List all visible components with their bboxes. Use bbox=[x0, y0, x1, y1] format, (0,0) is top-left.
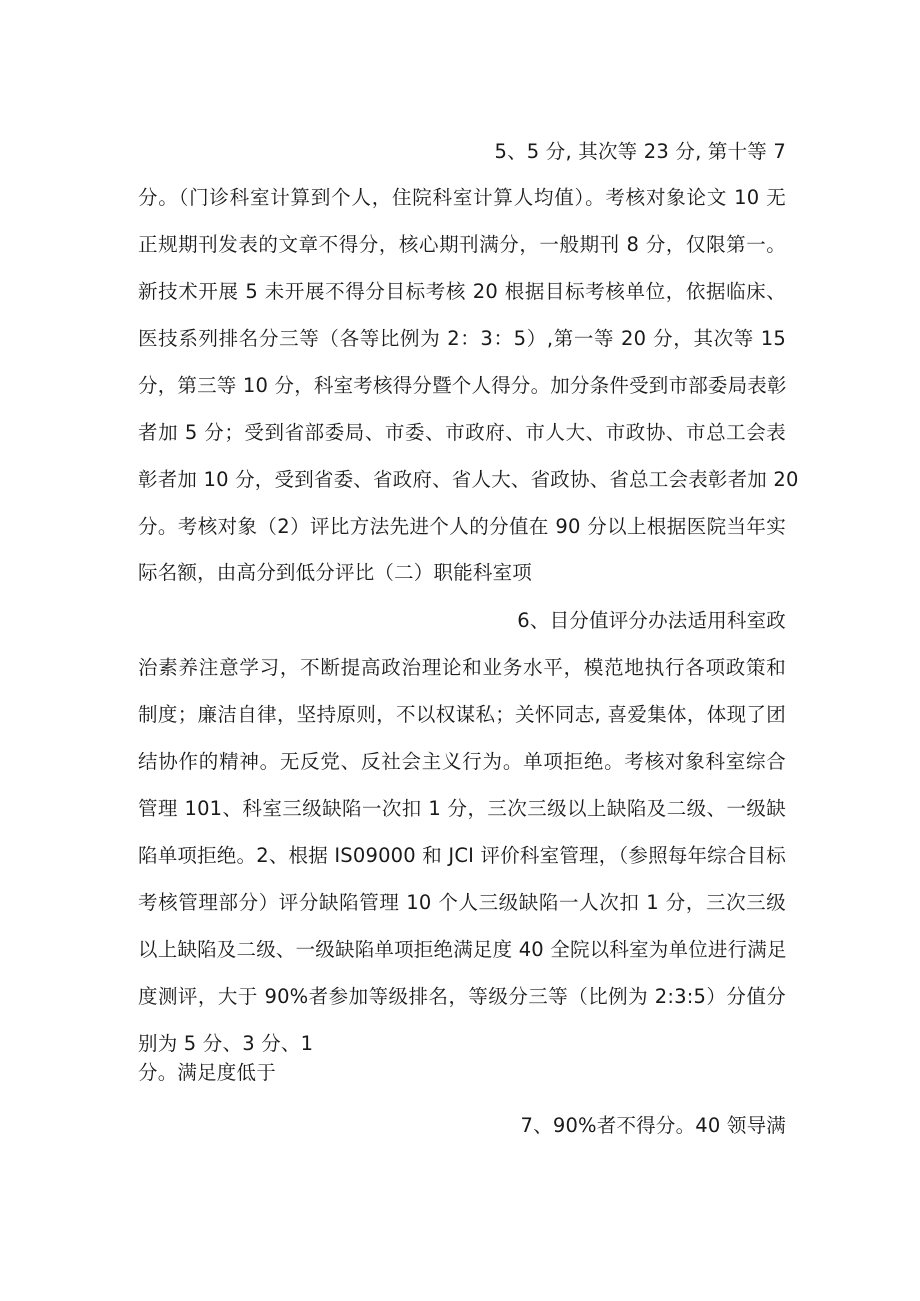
text-line-13: 制度；廉洁自律，坚持原则，不以权谋私；关怀同志, 喜爱集体，体现了团 bbox=[138, 703, 786, 726]
text-line-16: 陷单项拒绝。2、根据 IS09000 和 JCI 评价科室管理，（参照每年综合目标 bbox=[138, 844, 786, 867]
text-line-20: 别为 5 分、3 分、1 bbox=[138, 1032, 314, 1055]
text-line-8: 彰者加 10 分，受到省委、省政府、省人大、省政协、省总工会表彰者加 20 bbox=[138, 468, 799, 491]
text-line-21: 分。满足度低于 bbox=[138, 1061, 276, 1084]
text-line-3: 正规期刊发表的文章不得分，核心期刊满分，一般期刊 8 分，仅限第一。 bbox=[138, 233, 786, 256]
text-line-22: 7、90%者不得分。40 领导满 bbox=[520, 1114, 786, 1137]
text-line-17: 考核管理部分）评分缺陷管理 10 个人三级缺陷一人次扣 1 分，三次三级 bbox=[138, 891, 786, 914]
text-line-12: 治素养注意学习，不断提高政治理论和业务水平，模范地执行各项政策和 bbox=[138, 656, 786, 679]
text-line-7: 者加 5 分；受到省部委局、市委、市政府、市人大、市政协、市总工会表 bbox=[138, 421, 786, 444]
text-line-10: 际名额，由高分到低分评比（二）职能科室项 bbox=[138, 561, 533, 584]
text-line-11: 6、目分值评分办法适用科室政 bbox=[517, 609, 786, 632]
text-line-15: 管理 101、科室三级缺陷一次扣 1 分，三次三级以上缺陷及二级、一级缺 bbox=[138, 797, 786, 820]
text-line-5: 医技系列排名分三等（各等比例为 2：3：5）,第一等 20 分，其次等 15 bbox=[138, 327, 786, 350]
text-line-14: 结协作的精神。无反党、反社会主义行为。单项拒绝。考核对象科室综合 bbox=[138, 750, 786, 773]
text-line-6: 分，第三等 10 分，科室考核得分暨个人得分。加分条件受到市部委局表彰 bbox=[138, 374, 787, 397]
text-line-19: 度测评，大于 90%者参加等级排名，等级分三等（比例为 2:3:5）分值分 bbox=[138, 985, 786, 1008]
text-line-2: 分。（门诊科室计算到个人，住院科室计算人均值）。考核对象论文 10 无 bbox=[138, 186, 786, 209]
text-line-18: 以上缺陷及二级、一级缺陷单项拒绝满足度 40 全院以科室为单位进行满足 bbox=[138, 938, 787, 961]
text-line-4: 新技术开展 5 未开展不得分目标考核 20 根据目标考核单位，依据临床、 bbox=[138, 280, 786, 303]
text-line-1: 5、5 分, 其次等 23 分, 第十等 7 bbox=[494, 140, 786, 163]
text-line-9: 分。考核对象（2）评比方法先进个人的分值在 90 分以上根据医院当年实 bbox=[138, 515, 786, 538]
